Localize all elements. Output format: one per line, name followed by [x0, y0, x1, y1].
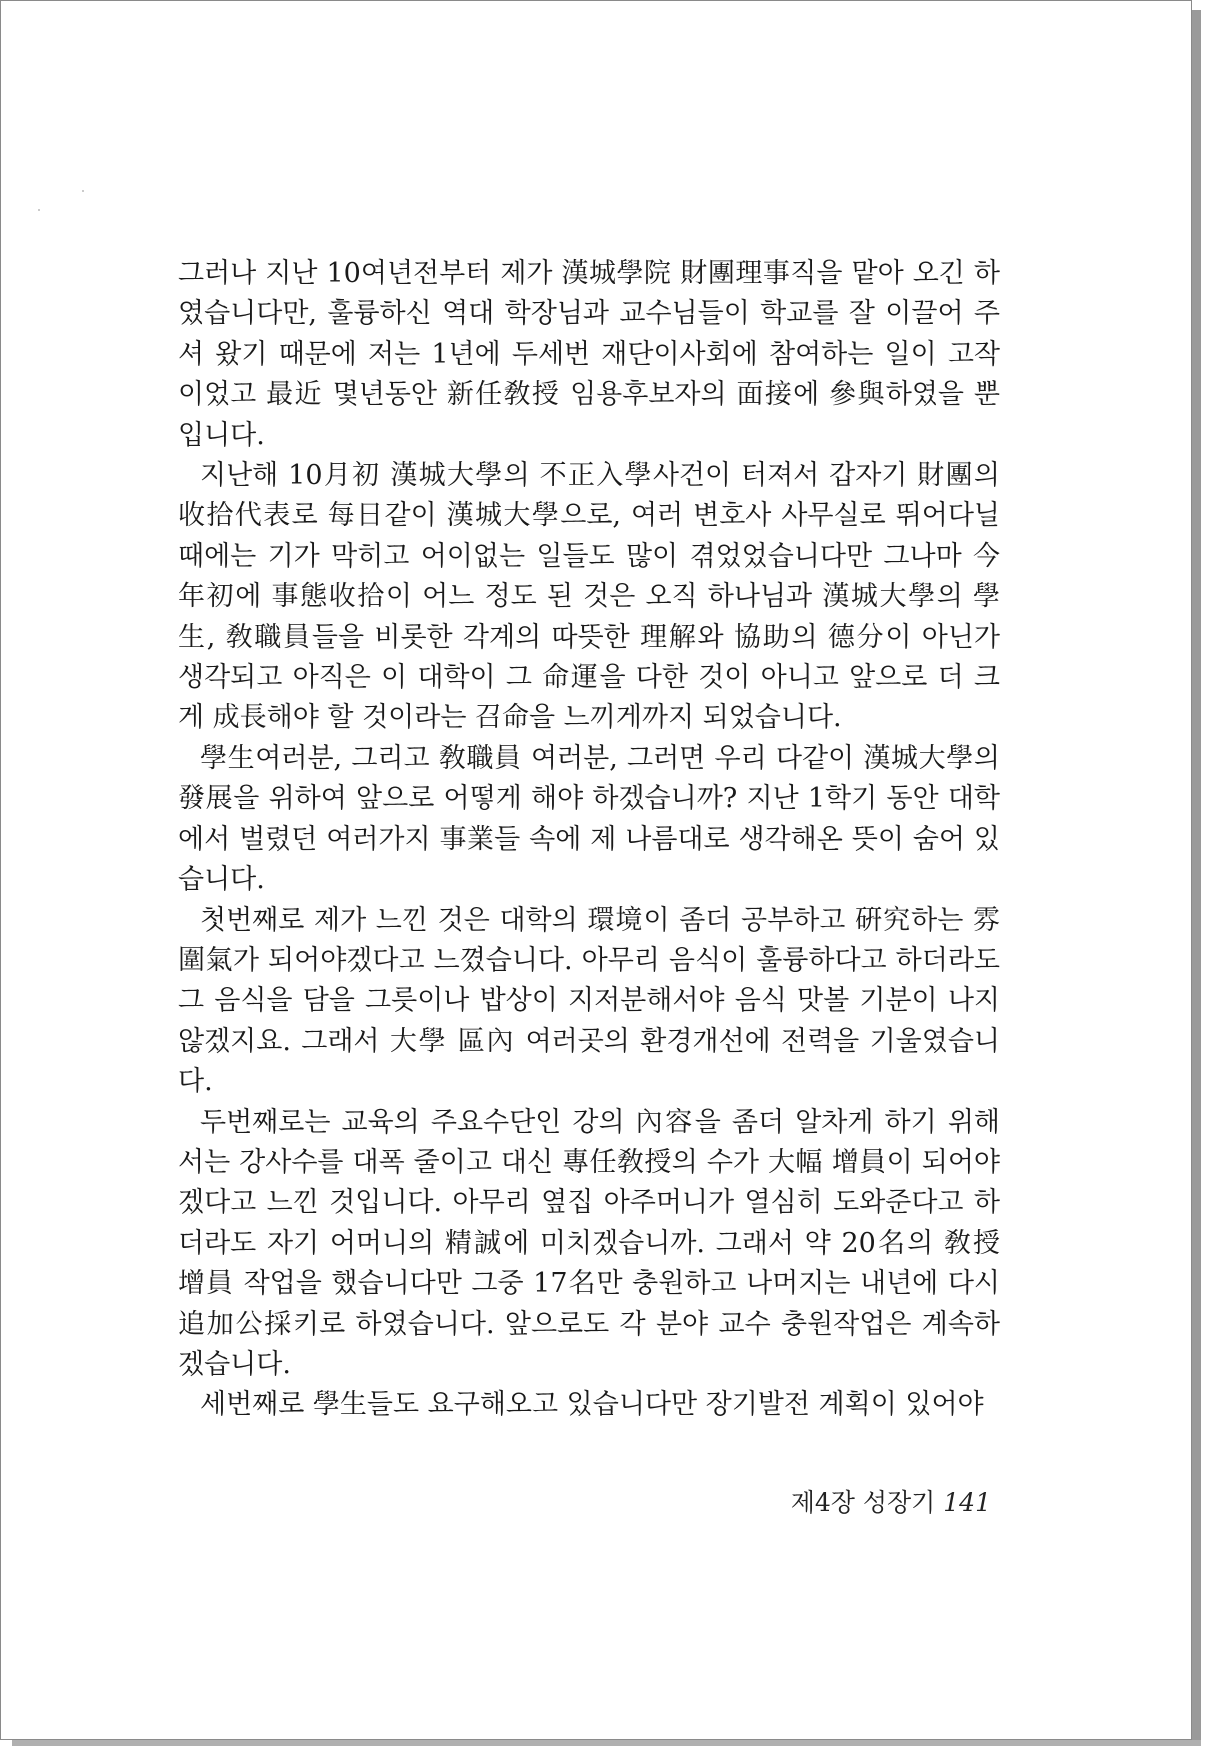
scan-speck — [82, 190, 84, 192]
paragraph-5: 두번째로는 교육의 주요수단인 강의 內容을 좀더 알차게 하기 위해서는 강사수를 대폭 줄이고 대신 專任敎授의 수가 大幅 增員이 되어야겠다고 느낀 것입니다. 아무리 옆집 아주머니가 열심히 도와준다고 하더라도 자기 어머니의 精誠에 미치겠습니까. 그래서 약 20名의 敎授 增員 작업을 했습니다만 그중 17名만 충원하고 나머지는 내년에 다시 追加公採키로 하였습니다. 앞으로도 각 분야 교수 충원작업은 계속하겠습니다. — [178, 1106, 1000, 1380]
paragraph-3: 學生여러분, 그리고 敎職員 여러분, 그러면 우리 다같이 漢城大學의 發展을 위하여 앞으로 어떻게 해야 하겠습니까? 지난 1학기 동안 대학에서 벌렸던 여러가지 事業들 속에 제 나름대로 생각해온 뜻이 숨어 있습니다. — [178, 742, 1000, 896]
page-number: 141 — [943, 1488, 991, 1517]
paragraph-1: 그러나 지난 10여년전부터 제가 漢城學院 財團理事직을 맡아 오긴 하였습니다만, 훌륭하신 역대 학장님과 교수님들이 학교를 잘 이끌어 주셔 왔기 때문에 저는 1년에 두세번 재단이사회에 참여하는 일이 고작이었고 最近 몇년동안 新任敎授 임용후보자의 面接에 參與하였을 뿐입니다. — [178, 258, 1000, 451]
paragraph-6: 세번째로 學生들도 요구해오고 있습니다만 장기발전 계획이 있어야 — [200, 1389, 984, 1421]
paragraph-2: 지난해 10月初 漢城大學의 不正入學사건이 터져서 갑자기 財團의 收拾代表로 每日같이 漢城大學으로, 여러 변호사 사무실로 뛰어다닐 때에는 기가 막히고 어이없는 일들도 많이 겪었었습니다만 그나마 今年初에 事態收拾이 어느 정도 된 것은 오직 하나님과 漢城大學의 學生, 敎職員들을 비롯한 각계의 따뜻한 理解와 協助의 德分이 아닌가 생각되고 아직은 이 대학이 그 命運을 다한 것이 아니고 앞으로 더 크게 成長해야 할 것이라는 召命을 느끼게까지 되었습니다. — [178, 460, 1000, 734]
chapter-label: 제4장 성장기 — [790, 1488, 936, 1517]
paragraph-4: 첫번째로 제가 느낀 것은 대학의 環境이 좀더 공부하고 硏究하는 雰圍氣가 되어야겠다고 느꼈습니다. 아무리 음식이 훌륭하다고 하더라도 그 음식을 담을 그릇이나 밥상이 지저분해서야 음식 맛볼 기분이 나지 않겠지요. 그래서 大學 區內 여러곳의 환경개선에 전력을 기울였습니다. — [178, 904, 1000, 1098]
page-footer — [791, 1483, 991, 1519]
page-edge-shadow — [1192, 10, 1201, 1744]
body-text — [178, 254, 1000, 1426]
page-bottom-shadow — [12, 1740, 1201, 1746]
scan-speck — [38, 209, 40, 211]
